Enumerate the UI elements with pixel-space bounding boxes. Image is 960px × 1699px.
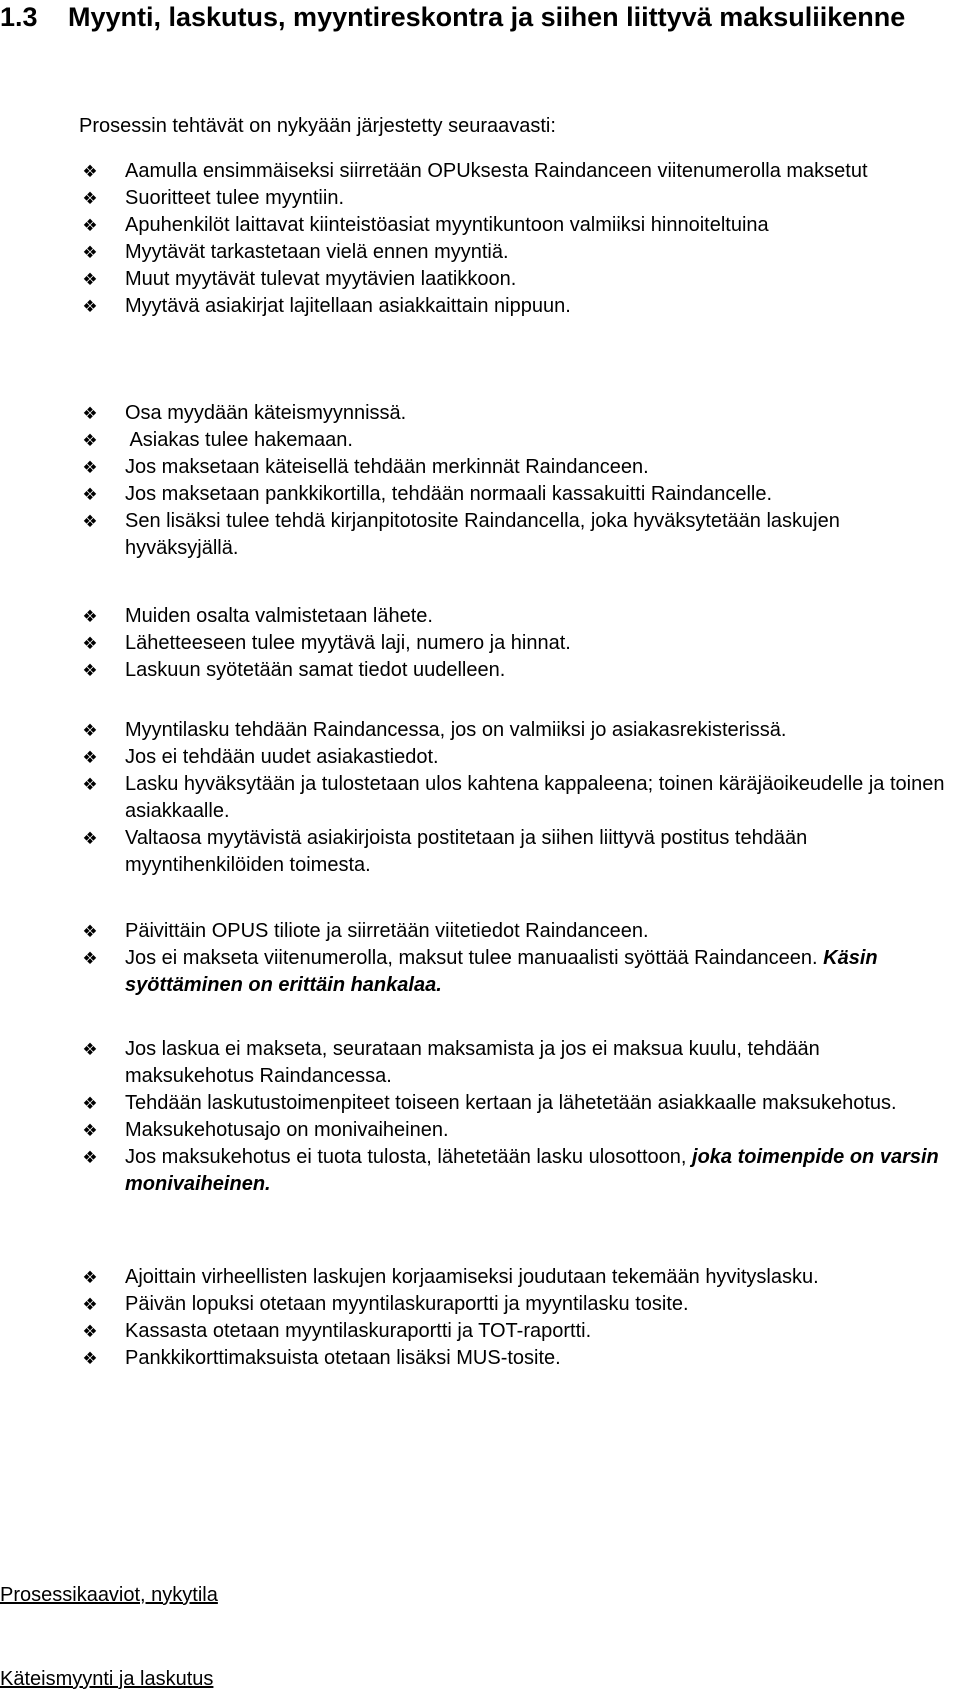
diamond-bullet-icon: ❖: [82, 721, 98, 740]
list-item-text: Päivittäin OPUS tiliote ja siirretään viitetiedot Raindanceen.: [125, 920, 649, 942]
diamond-bullet-icon: ❖: [82, 458, 98, 477]
diamond-bullet-icon: ❖: [82, 1094, 98, 1113]
list-item-text: Tehdään laskutustoimenpiteet toiseen kertaan ja lähetetään asiakkaalle maksukehotus.: [125, 1092, 897, 1114]
list-item-text: Kassasta otetaan myyntilaskuraportti ja TOT-raportti.: [125, 1320, 592, 1342]
list-item-text: Myyntilasku tehdään Raindancessa, jos on valmiiksi jo asiakasrekisterissä.: [125, 719, 787, 741]
diamond-bullet-icon: ❖: [82, 485, 98, 504]
diamond-bullet-icon: ❖: [82, 607, 98, 626]
diamond-bullet-icon: ❖: [82, 748, 98, 767]
diamond-bullet-icon: ❖: [82, 1349, 98, 1368]
diamond-bullet-icon: ❖: [82, 243, 98, 262]
list-item: [79, 1345, 949, 1372]
list-item: [79, 825, 949, 879]
list-item: [79, 1090, 949, 1117]
diamond-bullet-icon: ❖: [82, 216, 98, 235]
list-item: [79, 266, 949, 293]
diamond-bullet-icon: ❖: [82, 1268, 98, 1287]
bullet-group-5: [79, 918, 949, 999]
list-item: [79, 1144, 949, 1198]
list-item: [79, 603, 949, 630]
list-item-text: Valtaosa myytävistä asiakirjoista postitetaan ja siihen liittyvä postitus tehdään myyntihenkilöiden toimesta.: [125, 827, 808, 876]
list-item-text: Jos laskua ei makseta, seurataan maksamista ja jos ei maksua kuulu, tehdään maksukehotus Raindancessa.: [125, 1038, 820, 1087]
list-item: [79, 1117, 949, 1144]
list-item: [79, 630, 949, 657]
list-item-text: Jos maksetaan käteisellä tehdään merkinnät Raindanceen.: [125, 456, 649, 478]
list-item: [79, 771, 949, 825]
list-item: [79, 481, 949, 508]
list-item: [79, 212, 949, 239]
diamond-bullet-icon: ❖: [82, 1322, 98, 1341]
diamond-bullet-icon: ❖: [82, 404, 98, 423]
list-item-text: Lasku hyväksytään ja tulostetaan ulos kahtena kappaleena; toinen käräjäoikeudelle ja toinen asiakkaalle.: [125, 773, 945, 822]
link-cash-sales-invoicing[interactable]: Käteismyynti ja laskutus: [0, 1668, 214, 1690]
list-item-text: Asiakas tulee hakemaan.: [125, 429, 353, 451]
list-item: [79, 454, 949, 481]
list-item: [79, 744, 949, 771]
list-item: [79, 657, 949, 684]
list-item: [79, 1291, 949, 1318]
list-item: [79, 918, 949, 945]
diamond-bullet-icon: ❖: [82, 634, 98, 653]
diamond-bullet-icon: ❖: [82, 1121, 98, 1140]
list-item-text: Osa myydään käteismyynnissä.: [125, 402, 407, 424]
list-item: [79, 293, 949, 320]
list-item-text: Laskuun syötetään samat tiedot uudelleen.: [125, 659, 506, 681]
bullet-group-7: [79, 1264, 949, 1372]
list-item: [79, 158, 949, 185]
list-item-text: Pankkikorttimaksuista otetaan lisäksi MUS-tosite.: [125, 1347, 561, 1369]
list-item-text: Sen lisäksi tulee tehdä kirjanpitotosite Raindancella, joka hyväksytetään laskujen hyväksyjällä.: [125, 510, 840, 559]
list-item-text: Muut myytävät tulevat myytävien laatikkoon.: [125, 268, 517, 290]
list-item: [79, 1318, 949, 1345]
list-item: [79, 427, 949, 454]
list-item: [79, 1264, 949, 1291]
bullet-group-2: [79, 400, 949, 562]
diamond-bullet-icon: ❖: [82, 829, 98, 848]
bullet-group-4: [79, 717, 949, 879]
emphasis-text: joka toimenpide on varsin monivaiheinen.: [125, 1146, 939, 1195]
bullet-group-3: [79, 603, 949, 684]
list-item-text: Ajoittain virheellisten laskujen korjaamiseksi joudutaan tekemään hyvityslasku.: [125, 1266, 819, 1288]
diamond-bullet-icon: ❖: [82, 270, 98, 289]
list-item-text: Lähetteeseen tulee myytävä laji, numero ja hinnat.: [125, 632, 571, 654]
list-item-text: Maksukehotusajo on monivaiheinen.: [125, 1119, 449, 1141]
list-item: [79, 945, 949, 999]
diamond-bullet-icon: ❖: [82, 1148, 98, 1167]
list-item-text: Päivän lopuksi otetaan myyntilaskuraportti ja myyntilasku tosite.: [125, 1293, 689, 1315]
list-item-text: Suoritteet tulee myyntiin.: [125, 187, 344, 209]
list-item: [79, 185, 949, 212]
list-item-text: Jos ei makseta viitenumerolla, maksut tulee manuaalisti syöttää Raindanceen.: [125, 947, 824, 969]
diamond-bullet-icon: ❖: [82, 431, 98, 450]
section-heading: [0, 0, 950, 34]
diamond-bullet-icon: ❖: [82, 1040, 98, 1059]
section-title: Myynti, laskutus, myyntireskontra ja siihen liittyvä maksuliikenne: [68, 2, 906, 32]
list-item-text: Aamulla ensimmäiseksi siirretään OPUksesta Raindanceen viitenumerolla maksetut: [125, 160, 868, 182]
link-process-charts[interactable]: Prosessikaaviot, nykytila: [0, 1584, 218, 1606]
bullet-group-1: [79, 158, 949, 320]
list-item: [79, 717, 949, 744]
list-item-text: Muiden osalta valmistetaan lähete.: [125, 605, 433, 627]
list-item: [79, 400, 949, 427]
diamond-bullet-icon: ❖: [82, 922, 98, 941]
diamond-bullet-icon: ❖: [82, 297, 98, 316]
list-item-text: Apuhenkilöt laittavat kiinteistöasiat myyntikuntoon valmiiksi hinnoiteltuina: [125, 214, 769, 236]
list-item: [79, 239, 949, 266]
intro-paragraph: Prosessin tehtävät on nykyään järjestetty seuraavasti:: [79, 115, 556, 137]
diamond-bullet-icon: ❖: [82, 661, 98, 680]
list-item-text: Jos ei tehdään uudet asiakastiedot.: [125, 746, 439, 768]
list-item: [79, 1036, 949, 1090]
emphasis-text: Käsin syöttäminen on erittäin hankalaa.: [125, 947, 878, 996]
diamond-bullet-icon: ❖: [82, 775, 98, 794]
list-item-text: Jos maksetaan pankkikortilla, tehdään normaali kassakuitti Raindancelle.: [125, 483, 773, 505]
diamond-bullet-icon: ❖: [82, 162, 98, 181]
list-item: [79, 508, 949, 562]
diamond-bullet-icon: ❖: [82, 189, 98, 208]
diamond-bullet-icon: ❖: [82, 949, 98, 968]
diamond-bullet-icon: ❖: [82, 1295, 98, 1314]
section-number: 1.3: [0, 2, 38, 32]
diamond-bullet-icon: ❖: [82, 512, 98, 531]
list-item-text: Jos maksukehotus ei tuota tulosta, lähetetään lasku ulosottoon,: [125, 1146, 693, 1168]
list-item-text: Myytävä asiakirjat lajitellaan asiakkaittain nippuun.: [125, 295, 571, 317]
list-item-text: Myytävät tarkastetaan vielä ennen myyntiä.: [125, 241, 509, 263]
bullet-group-6: [79, 1036, 949, 1198]
